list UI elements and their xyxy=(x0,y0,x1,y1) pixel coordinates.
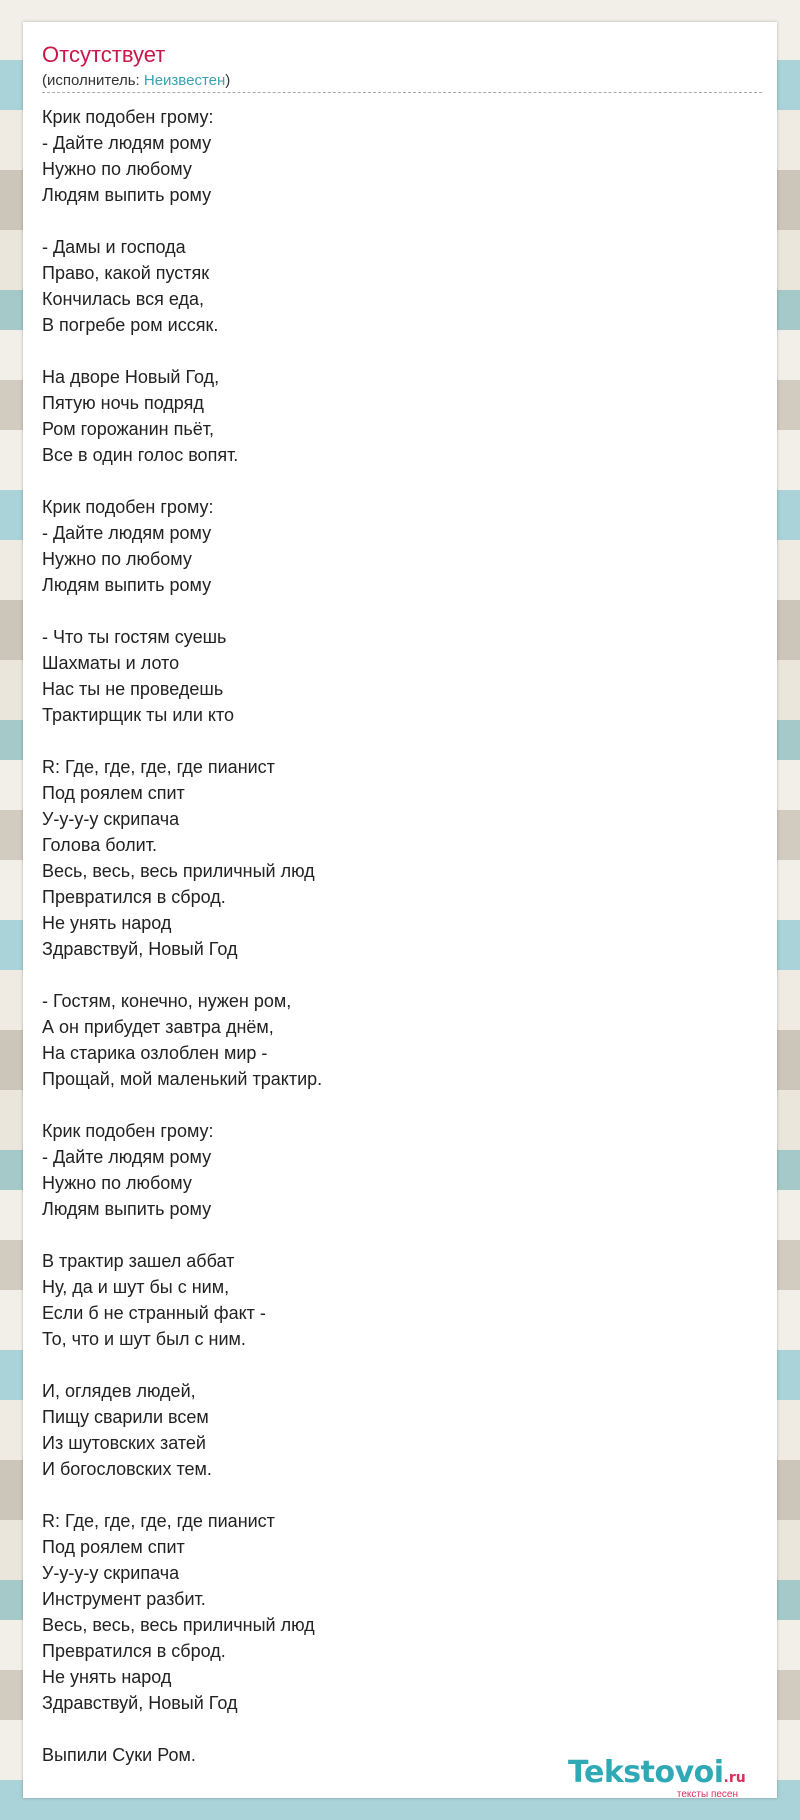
lyric-line: На дворе Новый Год, xyxy=(42,367,220,387)
lyric-line: Крик подобен грому: xyxy=(42,107,214,127)
lyric-line: Превратился в сброд. xyxy=(42,1641,226,1661)
lyric-line: Нужно по любому xyxy=(42,1173,192,1193)
lyric-line: R: Где, где, где, где пианист xyxy=(42,1511,275,1531)
lyric-line: Ром горожанин пьёт, xyxy=(42,419,214,439)
lyric-blank-line xyxy=(42,1222,742,1248)
lyrics-text xyxy=(42,104,742,1768)
logo-tagline: тексты песен xyxy=(676,1789,738,1800)
lyric-line: Людям выпить рому xyxy=(42,575,212,595)
lyric-line: Все в один голос вопят. xyxy=(42,445,239,465)
lyric-line: Пищу сварили всем xyxy=(42,1407,209,1427)
lyric-line: И, оглядев людей, xyxy=(42,1381,196,1401)
lyric-line: Прощай, мой маленький трактир. xyxy=(42,1069,323,1089)
lyric-line: - Дайте людям рому xyxy=(42,133,212,153)
lyric-line: Если б не странный факт - xyxy=(42,1303,266,1323)
lyric-line: Не унять народ xyxy=(42,1667,172,1687)
lyrics-card xyxy=(23,22,777,1798)
lyric-line: R: Где, где, где, где пианист xyxy=(42,757,275,777)
lyric-line: И богословских тем. xyxy=(42,1459,212,1479)
lyric-line: Инструмент разбит. xyxy=(42,1589,206,1609)
site-logo[interactable] xyxy=(568,1757,768,1803)
logo-tld: .ru xyxy=(723,1770,746,1786)
lyric-line: Пятую ночь подряд xyxy=(42,393,204,413)
lyric-line: Превратился в сброд. xyxy=(42,887,226,907)
lyric-line: - Дайте людям рому xyxy=(42,523,212,543)
lyric-line: Трактирщик ты или кто xyxy=(42,705,235,725)
lyric-line: Кончилась вся еда, xyxy=(42,289,204,309)
lyric-line: Крик подобен грому: xyxy=(42,497,214,517)
artist-link[interactable]: Неизвестен xyxy=(143,72,226,89)
lyric-line: Крик подобен грому: xyxy=(42,1121,214,1141)
lyric-line: Голова болит. xyxy=(42,835,157,855)
lyric-line: У-у-у-у скрипача xyxy=(42,809,180,829)
lyric-line: Здравствуй, Новый Год xyxy=(42,939,238,959)
lyric-line: В погребе ром иссяк. xyxy=(42,315,219,335)
artist-suffix: ) xyxy=(225,72,231,89)
lyric-line: Право, какой пустяк xyxy=(42,263,210,283)
lyric-line: Под роялем спит xyxy=(42,783,185,803)
lyric-line: Людям выпить рому xyxy=(42,185,212,205)
lyric-line: - Дайте людям рому xyxy=(42,1147,212,1167)
lyric-line: - Что ты гостям суешь xyxy=(42,627,227,647)
lyric-line: - Дамы и господа xyxy=(42,237,186,257)
lyric-blank-line xyxy=(42,1482,742,1508)
lyric-blank-line xyxy=(42,962,742,988)
lyric-line: У-у-у-у скрипача xyxy=(42,1563,180,1583)
lyric-line: Шахматы и лото xyxy=(42,653,180,673)
lyric-line: - Гостям, конечно, нужен ром, xyxy=(42,991,292,1011)
lyric-line: В трактир зашел аббат xyxy=(42,1251,235,1271)
lyric-line: Ну, да и шут бы с ним, xyxy=(42,1277,230,1297)
lyric-line: Нужно по любому xyxy=(42,159,192,179)
song-title: Отсутствует xyxy=(42,42,166,67)
lyric-line: Нужно по любому xyxy=(42,549,192,569)
lyric-line: То, что и шут был с ним. xyxy=(42,1329,246,1349)
lyric-blank-line xyxy=(42,338,742,364)
lyric-line: Весь, весь, весь приличный люд xyxy=(42,861,315,881)
lyric-line: Весь, весь, весь приличный люд xyxy=(42,1615,315,1635)
lyric-blank-line xyxy=(42,468,742,494)
lyric-line: Здравствуй, Новый Год xyxy=(42,1693,238,1713)
lyric-line: Выпили Суки Ром. xyxy=(42,1745,196,1765)
artist-line xyxy=(42,72,230,90)
artist-prefix: (исполнитель: xyxy=(42,72,144,89)
logo-word: Tekstovoi xyxy=(568,1755,724,1790)
title-divider xyxy=(42,92,762,93)
lyric-line: Под роялем спит xyxy=(42,1537,185,1557)
lyric-line: А он прибудет завтра днём, xyxy=(42,1017,274,1037)
lyric-line: Из шутовских затей xyxy=(42,1433,206,1453)
lyric-blank-line xyxy=(42,208,742,234)
lyric-line: Людям выпить рому xyxy=(42,1199,212,1219)
lyric-blank-line xyxy=(42,1352,742,1378)
lyric-line: На старика озлоблен мир - xyxy=(42,1043,268,1063)
lyric-line: Не унять народ xyxy=(42,913,172,933)
lyric-blank-line xyxy=(42,728,742,754)
lyric-blank-line xyxy=(42,598,742,624)
lyric-line: Нас ты не проведешь xyxy=(42,679,224,699)
lyric-blank-line xyxy=(42,1716,742,1742)
lyric-blank-line xyxy=(42,1092,742,1118)
